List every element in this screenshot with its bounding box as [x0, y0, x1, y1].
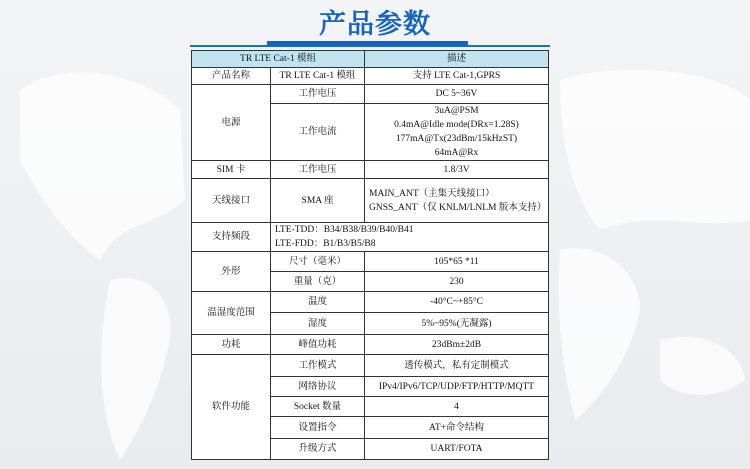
table-row: 外形 尺寸（毫米） 105*65 *11 — [192, 252, 549, 272]
table-row: 工作电流 3uA@PSM 0.4mA@Idle mode(DRx=1.28S) 177mA@Tx(23dBm/15kHzST) 64mA@Rx — [192, 104, 549, 161]
table-row: 网络协议 IPv4/IPv6/TCP/UDP/FTP/HTTP/MQTT — [192, 377, 549, 397]
spec-table — [191, 50, 549, 460]
table-row: 设置指令 AT+命令结构 — [192, 417, 549, 439]
table-row: 产品名称 TR LTE Cat-1 模组 支持 LTE Cat-1,GPRS — [192, 68, 549, 85]
table-row: 温湿度范围 温度 -40°C~+85°C — [192, 292, 549, 313]
table-row: 重量（克） 230 — [192, 272, 549, 292]
table-row: 支持频段 LTE-TDD：B34/B38/B39/B40/B41 LTE-FDD：B1/B3/B5/B8 — [192, 223, 549, 252]
table-row: 功耗 峰值功耗 23dBm±2dB — [192, 335, 549, 355]
table-row: Socket 数量 4 — [192, 397, 549, 417]
table-row: SIM 卡 工作电压 1.8/3V — [192, 161, 549, 179]
page-title: 产品参数 — [319, 9, 431, 40]
table-row: 天线接口 SMA 座 MAIN_ANT（主集天线接口） GNSS_ANT（仅 KNLM/LNLM 版本支持） — [192, 179, 549, 223]
table-header: TR LTE Cat-1 模组 描述 — [192, 51, 549, 68]
title-underline — [267, 41, 468, 46]
table-row: 电源 工作电压 DC 5~36V — [192, 85, 549, 104]
table-row: 软件功能 工作模式 透传模式，私有定制模式 — [192, 355, 549, 377]
table-row: 湿度 5%~95%(无凝露) — [192, 313, 549, 335]
table-row: 升级方式 UART/FOTA — [192, 439, 549, 460]
